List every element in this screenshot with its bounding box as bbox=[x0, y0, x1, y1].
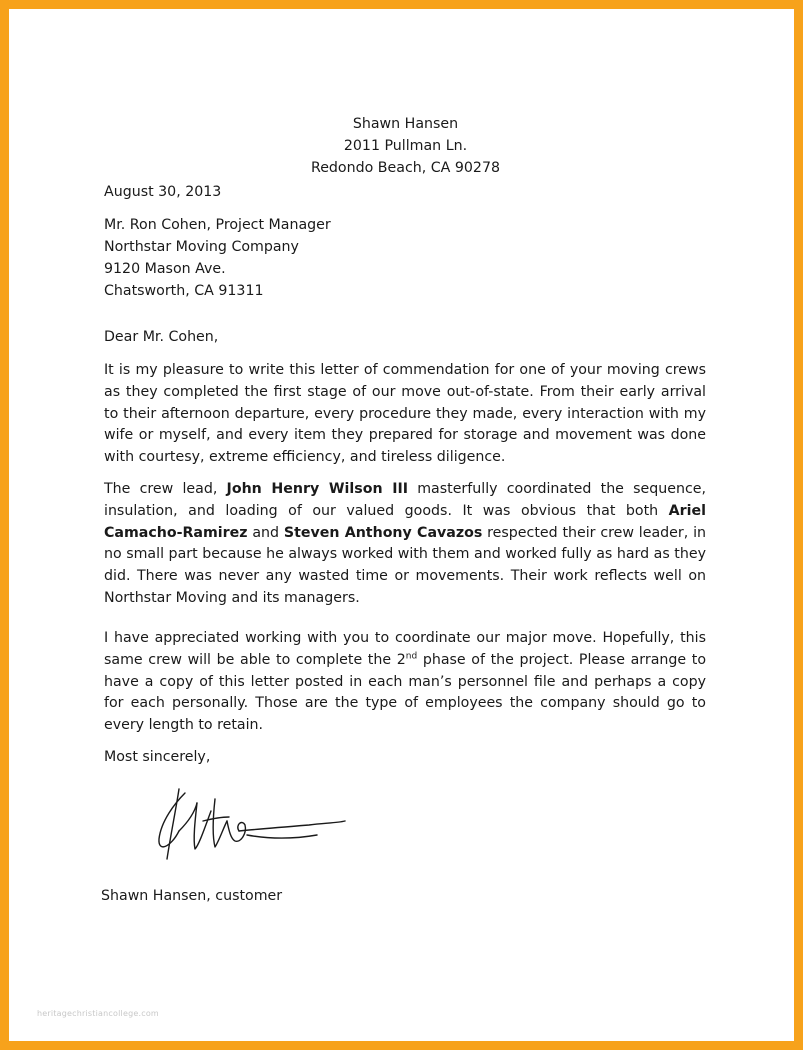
p2-text-c: and bbox=[247, 524, 284, 541]
handwritten-signature bbox=[149, 781, 359, 871]
crew-member-name-1: Ariel Camacho-Ramirez bbox=[104, 502, 706, 541]
recipient-city-state-zip: Chatsworth, CA 91311 bbox=[104, 283, 264, 299]
p2-text-a: The crew lead, bbox=[104, 481, 227, 497]
watermark: heritagechristiancollege.com bbox=[37, 1009, 159, 1018]
letter-date: August 30, 2013 bbox=[104, 184, 222, 200]
p2-text-d: respected their crew leader, in no small part because he always worked with them and worked fully as hard as they did. There was never any wasted time or movements. Their work reflects well on Northstar Moving and its managers. bbox=[104, 524, 707, 606]
sender-name: Shawn Hansen bbox=[352, 116, 459, 132]
ordinal-superscript: nd bbox=[405, 651, 418, 662]
p2-text-b: masterfully coordinated the sequence, insulation, and loading of our valued goods. It was obvious that both bbox=[104, 481, 706, 519]
signer-name: Shawn Hansen, customer bbox=[101, 888, 283, 904]
body-paragraph-2 bbox=[104, 479, 706, 610]
salutation: Dear Mr. Cohen, bbox=[104, 329, 219, 345]
body-paragraph-3 bbox=[104, 628, 706, 737]
sender-address bbox=[9, 113, 803, 179]
recipient-company: Northstar Moving Company bbox=[104, 239, 299, 255]
crew-member-name-2: Steven Anthony Cavazos bbox=[283, 524, 483, 541]
sender-street: 2011 Pullman Ln. bbox=[343, 138, 468, 154]
crew-lead-name: John Henry Wilson III bbox=[226, 481, 409, 497]
body-paragraph-1: It is my pleasure to write this letter of commendation for one of your moving crews as they completed the first stage of our move out-of-state. From their early arrival to their afternoon departure, every procedure they made, every interaction with my wife or myself, and every item they prepared for storage and movement was done with courtesy, extreme efficiency, and tireless diligence. bbox=[104, 362, 706, 466]
closing: Most sincerely, bbox=[104, 749, 211, 765]
p3-text-a: I have appreciated working with you to coordinate our major move. Hopefully, this same crew will be able to complete the 2 bbox=[104, 630, 706, 668]
recipient-street: 9120 Mason Ave. bbox=[104, 261, 226, 277]
p3-text-b: phase of the project. Please arrange to have a copy of this letter posted in each man’s personnel file and perhaps a copy for each personally. Those are the type of employees the company should go to every length to retain. bbox=[104, 651, 706, 734]
recipient-address bbox=[104, 214, 331, 302]
sender-city-state-zip: Redondo Beach, CA 90278 bbox=[310, 160, 501, 176]
recipient-name-title: Mr. Ron Cohen, Project Manager bbox=[104, 217, 331, 233]
